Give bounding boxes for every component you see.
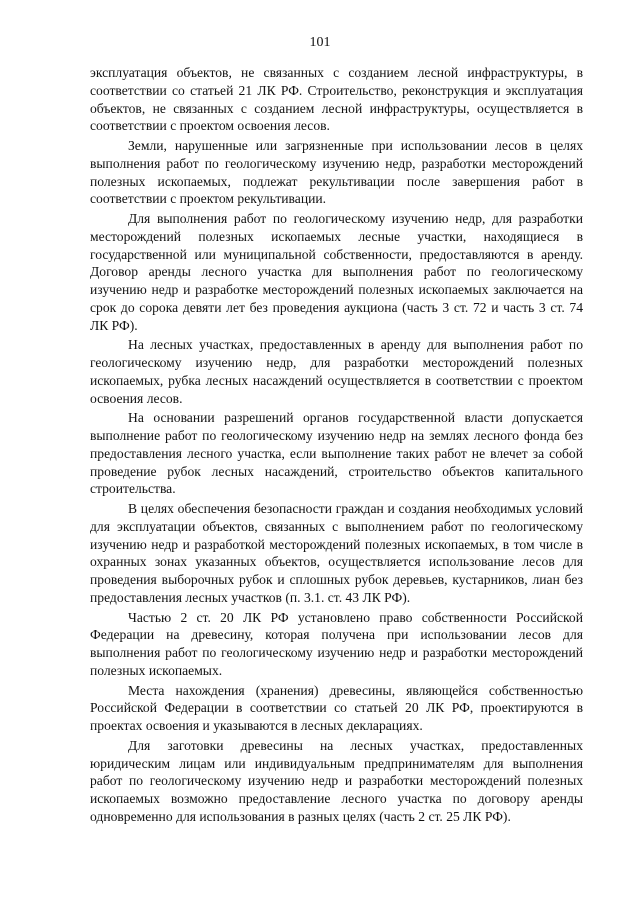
page-number: 101 bbox=[309, 35, 331, 50]
paragraph-felling-on-leased-plots: На лесных участках, предоставленных в аренду для выполнения работ по геологическому изучению недр, для разработки месторождений полезных ископаемых, рубка лесных насаждений осуществляется в соответствии с проектом освоения лесов. bbox=[90, 337, 583, 406]
paragraph-continuation: эксплуатация объектов, не связанных с созданием лесной инфраструктуры, в соответствии со статьей 21 ЛК РФ. Строительство, реконструкция и эксплуатация объектов, не связанных с созданием лесной инфраструктуры, осуществляется в соответствии с проектом освоения лесов. bbox=[90, 65, 583, 134]
paragraph-timber-ownership: Частью 2 ст. 20 ЛК РФ установлено право собственности Российской Федерации на древесину, которая получена при использовании лесов для выполнения работ по геологическому изучению недр и разработки месторождений полезных ископаемых. bbox=[90, 609, 583, 678]
paragraph-timber-storage: Места нахождения (хранения) древесины, являющейся собственностью Российской Федерации в соответствии со статьей 20 ЛК РФ, проектируются в проектах освоения и указываются в лесных декларациях. bbox=[90, 682, 583, 733]
paragraph-lease-terms: Для выполнения работ по геологическому изучению недр, для разработки месторождений полезных ископаемых лесные участки, находящиеся в государственной или муниципальной собственности, предоставляются в аренду. Договор аренды лесного участка для выполнения работ по геологическому изучению недр и разработке месторождений полезных ископаемых заключается на срок до сорока девяти лет без проведения аукциона (часть 3 ст. 72 и часть 3 ст. 74 ЛК РФ). bbox=[90, 211, 583, 333]
paragraph-work-without-plot: На основании разрешений органов государственной власти допускается выполнение работ по геологическому изучению недр на землях лесного фонда без предоставления лесного участка, если выполнение таких работ не влечет за собой проведение рубок лесных насаждений, строительство объектов капитального строительства. bbox=[90, 410, 583, 497]
paragraph-timber-harvesting: Для заготовки древесины на лесных участках, предоставленных юридическим лицам или индивидуальным предпринимателям для выполнения работ по геологическому изучению недр и разработки месторождений полезных ископаемых возможно предоставление лесного участка по договору аренды одновременно для использования в разных целях (часть 2 ст. 25 ЛК РФ). bbox=[90, 737, 583, 824]
document-body bbox=[90, 64, 583, 828]
paragraph-safety-felling: В целях обеспечения безопасности граждан и создания необходимых условий для эксплуатации объектов, связанных с выполнением работ по геологическому изучению недр и разработкой месторождений полезных ископаемых, в том числе в охранных зонах указанных объектов, осуществляется использование лесов для проведения выборочных рубок и сплошных рубок деревьев, кустарников, лиан без предоставления лесных участков (п. 3.1. ст. 43 ЛК РФ). bbox=[90, 501, 583, 605]
paragraph-land-recultivation: Земли, нарушенные или загрязненные при использовании лесов в целях выполнения работ по геологическому изучению недр, разработки месторождений полезных ископаемых, подлежат рекультивации после завершения работ в соответствии с проектом рекультивации. bbox=[90, 138, 583, 207]
